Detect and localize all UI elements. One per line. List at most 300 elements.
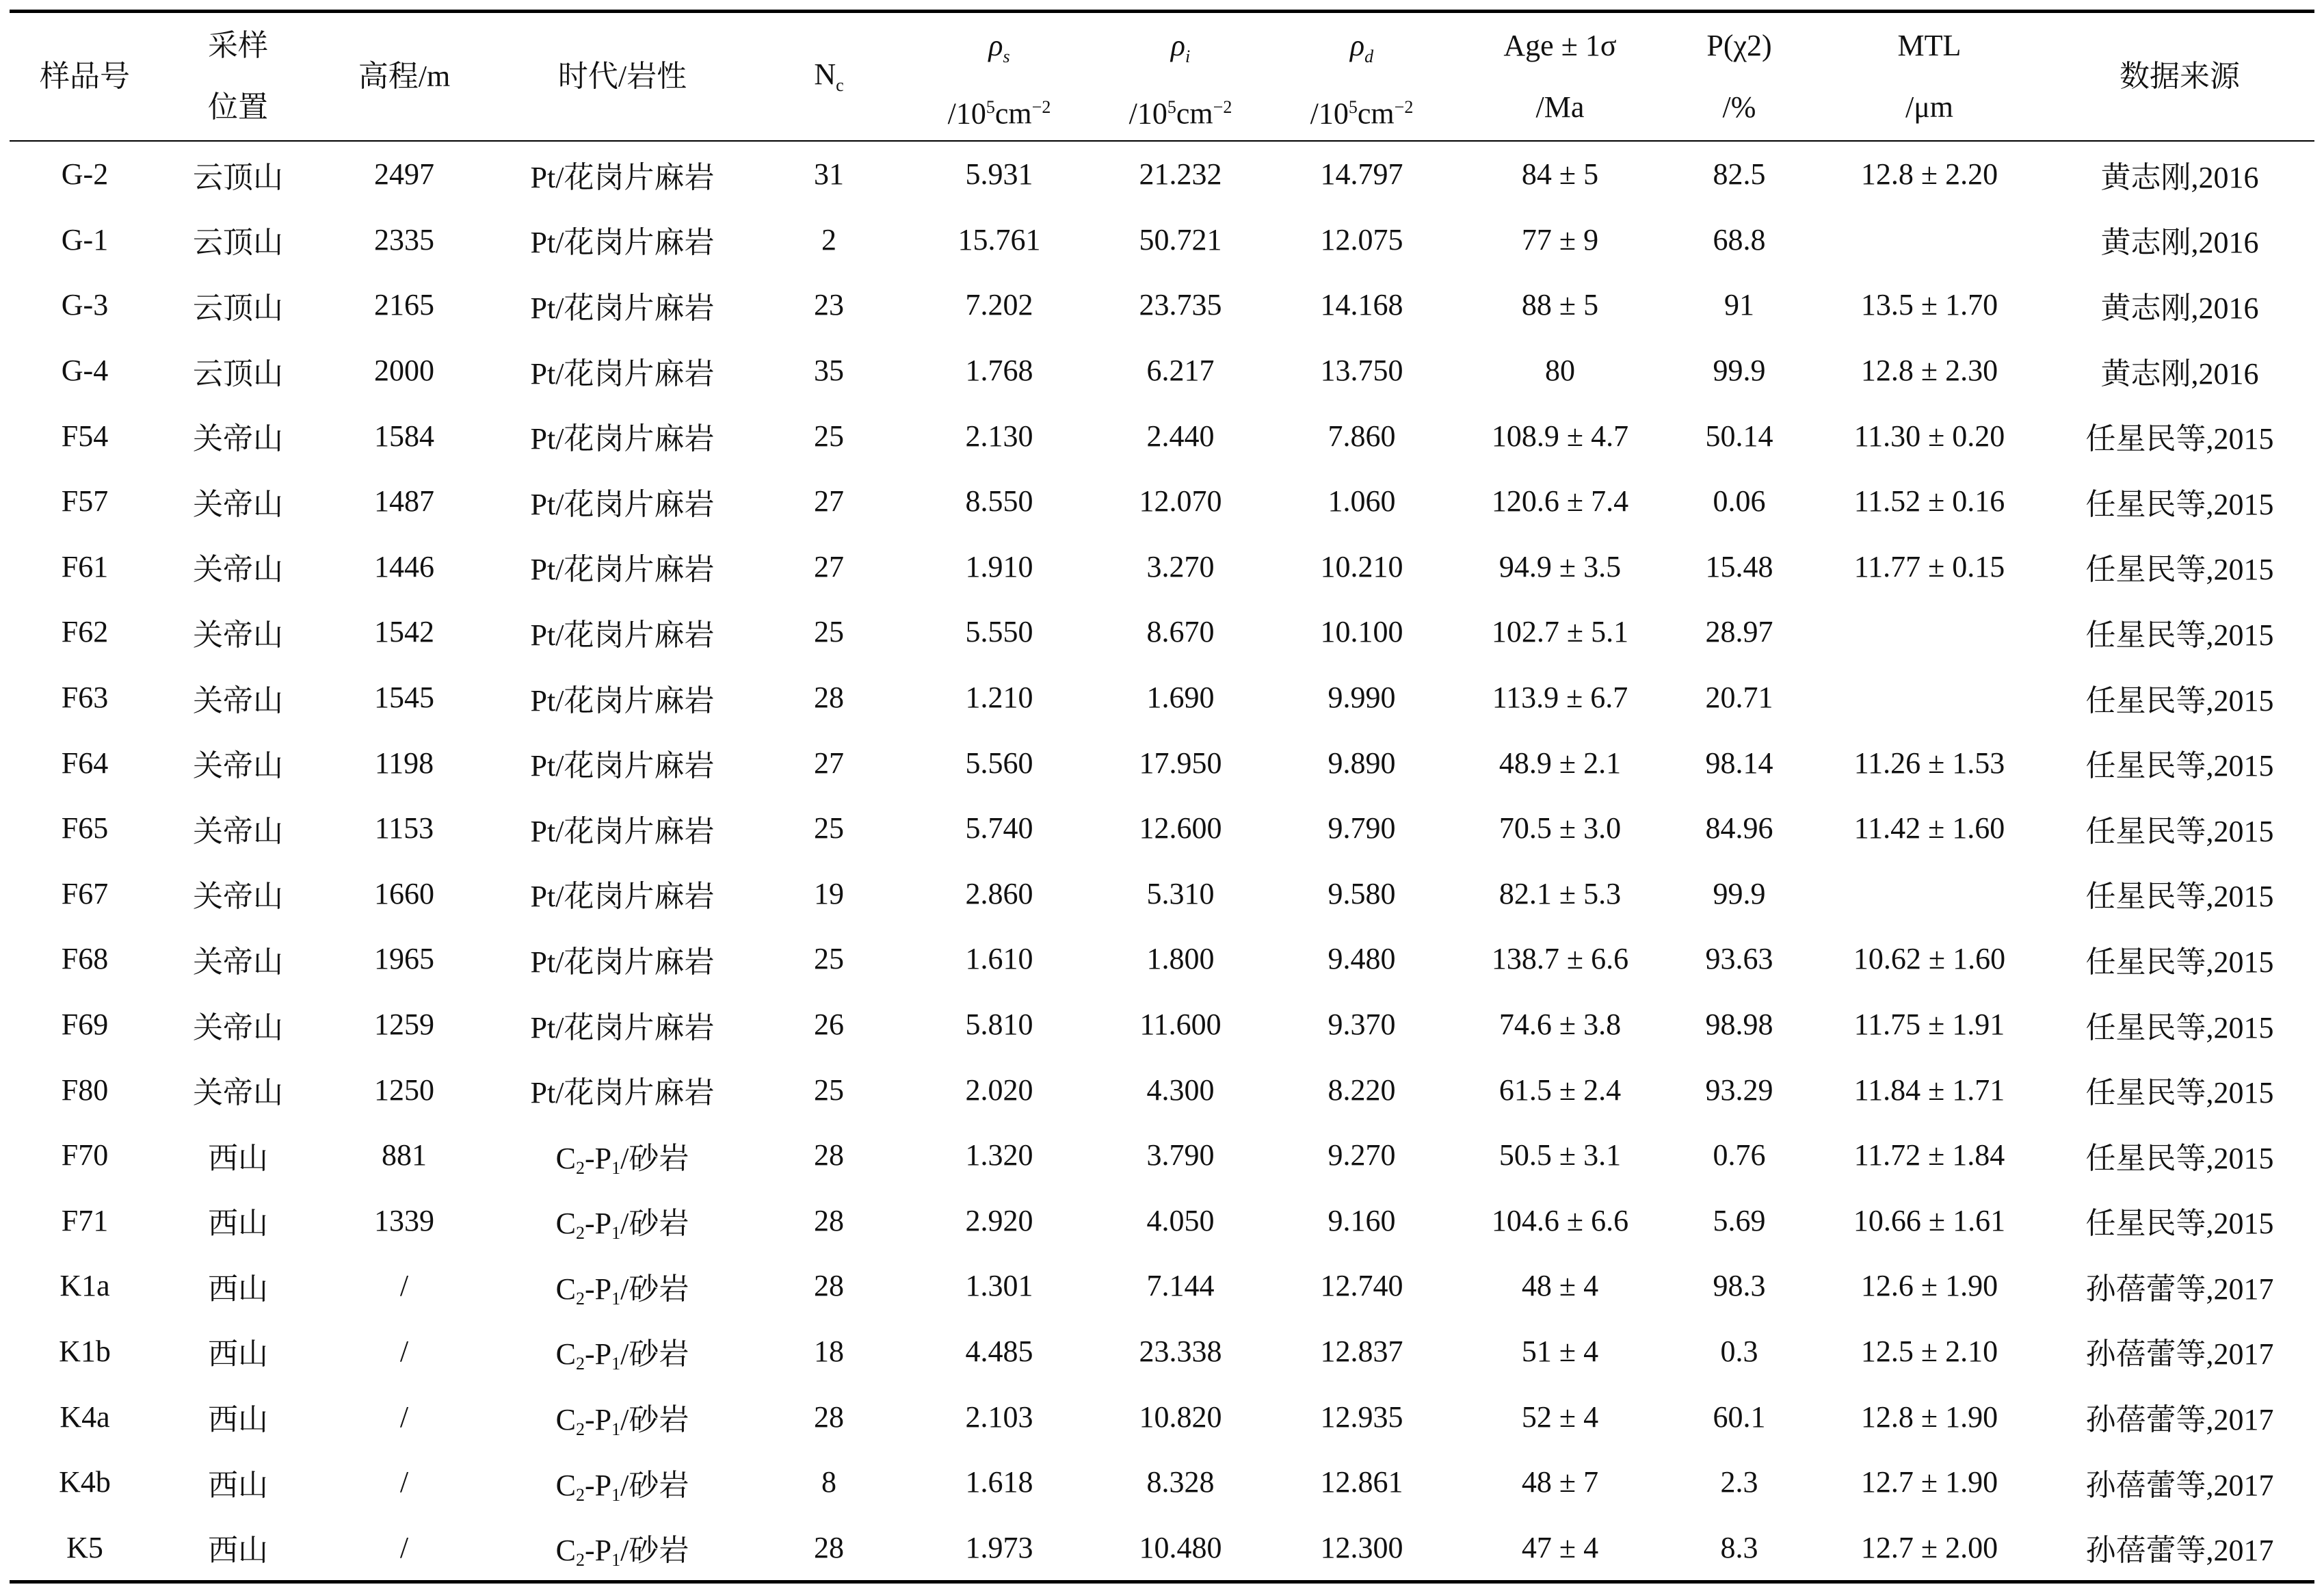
cell-rho-s (906, 730, 1093, 796)
cell-rho-s (906, 926, 1093, 992)
cell-pchi (1665, 1449, 1814, 1515)
rock-text: Pt/花岗片麻岩 (530, 880, 715, 914)
cell-nc (752, 207, 906, 273)
cell-pchi-text: 93.63 (1705, 942, 1773, 976)
cell-location-text: 西山 (208, 1534, 268, 1568)
cell-rho-s (906, 1514, 1093, 1580)
cell-source (2045, 926, 2314, 992)
header-rho-s: $\rho_s$ $/10^5cm^{-2}$ (947, 29, 1051, 131)
cell-location (160, 469, 316, 534)
cell-rho-i-text: 10.480 (1139, 1530, 1222, 1564)
header-rho-d: $\rho_d$ $/10^5cm^{-2}$ (1310, 29, 1414, 131)
cell-location-text: 关帝山 (193, 422, 283, 456)
cell-age-text: 108.9 ± 4.7 (1491, 419, 1629, 453)
cell-rho-s-text: 2.860 (965, 876, 1033, 910)
cell-elevation-text: 2335 (374, 222, 434, 257)
cell-elevation-text: / (399, 1465, 409, 1499)
cell-nc (752, 796, 906, 861)
cell-nc (752, 1514, 906, 1580)
rock-subscript: 1 (611, 1157, 621, 1178)
cell-rho-s-text: 4.485 (965, 1334, 1033, 1368)
cell-rho-s (906, 665, 1093, 731)
rock-text: Pt/花岗片麻岩 (530, 618, 715, 652)
cell-pchi (1665, 1514, 1814, 1580)
rock-subscript: 2 (576, 1157, 585, 1178)
cell-rho-i-text: 5.310 (1146, 876, 1215, 910)
cell-rho-i-text: 2.440 (1146, 419, 1215, 453)
cell-nc-text: 25 (814, 419, 844, 453)
cell-rho-d-text: 12.740 (1320, 1269, 1403, 1303)
cell-mtl (1814, 1057, 2045, 1122)
cell-location-text: 西山 (208, 1337, 268, 1371)
header-sample: 样品号 (40, 60, 130, 93)
cell-pchi (1665, 1253, 1814, 1319)
cell-nc (752, 599, 906, 665)
cell-mtl-text: 10.62 ± 1.60 (1853, 942, 2006, 976)
cell-sample-text: F65 (61, 811, 109, 845)
cell-mtl (1814, 861, 2045, 927)
cell-age-text: 88 ± 5 (1521, 288, 1599, 322)
cell-elevation (316, 207, 492, 273)
cell-elevation-text: 1198 (374, 746, 434, 780)
cell-elevation-text: 1487 (374, 484, 434, 518)
cell-sample (10, 861, 160, 927)
cell-source-text: 任星民等,2015 (2085, 749, 2274, 783)
cell-elevation (316, 599, 492, 665)
cell-nc (752, 403, 906, 469)
rock-text: /砂岩 (620, 1141, 689, 1175)
cell-age-text: 47 ± 4 (1521, 1530, 1599, 1564)
cell-rho-d (1268, 926, 1455, 992)
cell-rho-d-text: 12.837 (1320, 1334, 1403, 1368)
cell-age-text: 102.7 ± 5.1 (1491, 615, 1629, 649)
cell-source (2045, 796, 2314, 861)
cell-rho-s (906, 207, 1093, 273)
cell-rho-s-text: 1.768 (965, 354, 1033, 388)
cell-nc-text: 27 (814, 746, 844, 780)
cell-pchi-text: 50.14 (1705, 419, 1773, 453)
cell-rho-s-text: 8.550 (965, 484, 1033, 518)
cell-sample (10, 1253, 160, 1319)
cell-location (160, 796, 316, 861)
cell-pchi (1665, 926, 1814, 992)
cell-source-text: 任星民等,2015 (2085, 618, 2274, 652)
cell-age-rock (492, 1514, 752, 1580)
cell-pchi (1665, 1122, 1814, 1188)
rock-text: Pt/花岗片麻岩 (530, 291, 715, 325)
rock-text: Pt/花岗片麻岩 (530, 1076, 715, 1110)
cell-sample-text: F57 (61, 484, 109, 518)
cell-mtl-text: 11.84 ± 1.71 (1853, 1073, 2005, 1107)
cell-location-text: 关帝山 (193, 683, 283, 718)
cell-source (2045, 1122, 2314, 1188)
cell-mtl (1814, 142, 2045, 207)
cell-rho-i (1093, 665, 1268, 731)
cell-rho-d (1268, 992, 1455, 1058)
rock-text: -P (585, 1468, 612, 1502)
rock-text: C (555, 1272, 576, 1306)
table-row (10, 599, 2314, 665)
cell-pchi (1665, 403, 1814, 469)
rock-text: C (555, 1141, 576, 1175)
cell-rho-s-text: 2.103 (965, 1400, 1033, 1434)
cell-mtl (1814, 926, 2045, 992)
cell-pchi-text: 2.3 (1720, 1465, 1758, 1499)
cell-nc-text: 26 (814, 1008, 844, 1042)
cell-pchi (1665, 1188, 1814, 1254)
cell-rho-d (1268, 338, 1455, 404)
rock-text: /砂岩 (620, 1534, 689, 1568)
cell-rho-i (1093, 534, 1268, 600)
cell-location (160, 207, 316, 273)
rock-subscript: 2 (576, 1288, 585, 1309)
cell-rho-i (1093, 1384, 1268, 1449)
table-row (10, 1384, 2314, 1449)
cell-mtl-text: 12.6 ± 1.90 (1860, 1269, 1998, 1303)
table-row (10, 1449, 2314, 1515)
cell-mtl (1814, 469, 2045, 534)
cell-location-text: 云顶山 (193, 160, 283, 194)
cell-sample (10, 1449, 160, 1515)
cell-source (2045, 338, 2314, 404)
cell-rho-s (906, 469, 1093, 534)
cell-sample (10, 1188, 160, 1254)
cell-rho-d (1268, 730, 1455, 796)
cell-nc-text: 8 (821, 1465, 836, 1499)
rock-subscript: 2 (576, 1419, 585, 1440)
cell-mtl-text: 12.7 ± 2.00 (1860, 1530, 1998, 1564)
cell-pchi (1665, 1384, 1814, 1449)
header-location: 采样 位置 (208, 29, 268, 124)
cell-age-text: 77 ± 9 (1521, 222, 1599, 257)
table-row (10, 861, 2314, 927)
cell-sample-text: K5 (66, 1530, 103, 1564)
cell-location (160, 272, 316, 338)
cell-source-text: 黄志刚,2016 (2100, 356, 2259, 391)
cell-rho-d (1268, 1514, 1455, 1580)
cell-age (1455, 207, 1665, 273)
rock-text: -P (585, 1403, 612, 1437)
cell-sample-text: F68 (61, 942, 109, 976)
table-row (10, 1057, 2314, 1122)
cell-rho-d (1268, 861, 1455, 927)
cell-age-rock (492, 1319, 752, 1384)
cell-source-text: 任星民等,2015 (2085, 1010, 2274, 1045)
cell-rho-s (906, 1384, 1093, 1449)
cell-rho-i-text: 1.690 (1146, 681, 1215, 715)
table-row (10, 992, 2314, 1058)
cell-age (1455, 1057, 1665, 1122)
table-row (10, 469, 2314, 534)
table-row (10, 403, 2314, 469)
cell-rho-i-text: 8.328 (1146, 1465, 1215, 1499)
cell-elevation-text: 1545 (374, 681, 434, 715)
cell-source (2045, 992, 2314, 1058)
cell-elevation (316, 338, 492, 404)
cell-source (2045, 1057, 2314, 1122)
cell-age (1455, 272, 1665, 338)
cell-mtl-text: 10.66 ± 1.61 (1853, 1203, 2006, 1237)
cell-source-text: 任星民等,2015 (2085, 1207, 2274, 1241)
cell-nc-text: 27 (814, 484, 844, 518)
cell-age-rock (492, 207, 752, 273)
cell-mtl (1814, 796, 2045, 861)
rock-text: /砂岩 (620, 1207, 689, 1241)
rock-text: C (555, 1534, 576, 1568)
rock-text: Pt/花岗片麻岩 (530, 356, 715, 391)
cell-source (2045, 1514, 2314, 1580)
cell-mtl-text: 12.5 ± 2.10 (1860, 1334, 1998, 1368)
cell-pchi-text: 5.69 (1713, 1203, 1766, 1237)
cell-elevation (316, 1253, 492, 1319)
cell-rho-i (1093, 1057, 1268, 1122)
cell-source (2045, 730, 2314, 796)
header-age: Age ± 1σ /Ma (1503, 29, 1617, 124)
cell-age-text: 113.9 ± 6.7 (1492, 681, 1628, 715)
cell-rho-d-text: 9.270 (1328, 1138, 1396, 1172)
cell-age-text: 94.9 ± 3.5 (1498, 549, 1622, 583)
cell-elevation (316, 1514, 492, 1580)
cell-rho-i (1093, 1253, 1268, 1319)
cell-rho-i-text: 21.232 (1139, 157, 1222, 192)
cell-location-text: 西山 (208, 1272, 268, 1306)
header-mtl: MTL /μm (1897, 29, 1962, 124)
cell-rho-i-text: 6.217 (1146, 354, 1215, 388)
cell-source-text: 任星民等,2015 (2085, 487, 2274, 521)
table-row (10, 796, 2314, 861)
cell-rho-s-text: 2.920 (965, 1203, 1033, 1237)
cell-sample (10, 599, 160, 665)
cell-nc (752, 1253, 906, 1319)
cell-rho-s-text: 2.130 (965, 419, 1033, 453)
rock-text: -P (585, 1207, 612, 1241)
cell-location (160, 1188, 316, 1254)
cell-age (1455, 796, 1665, 861)
cell-rho-d-text: 9.480 (1328, 942, 1396, 976)
cell-sample (10, 1057, 160, 1122)
cell-rho-d-text: 14.168 (1320, 288, 1403, 322)
cell-sample (10, 796, 160, 861)
cell-mtl-text: 11.75 ± 1.91 (1853, 1008, 2005, 1042)
cell-rho-i-text: 10.820 (1139, 1400, 1222, 1434)
cell-nc-text: 25 (814, 1073, 844, 1107)
cell-rho-s (906, 992, 1093, 1058)
cell-rho-s-text: 7.202 (965, 288, 1033, 322)
header-pchi: P(χ2) /% (1706, 29, 1772, 124)
cell-rho-d-text: 10.210 (1320, 549, 1403, 583)
cell-rho-d (1268, 1449, 1455, 1515)
cell-sample (10, 1122, 160, 1188)
cell-rho-d-text: 12.300 (1320, 1530, 1403, 1564)
table-row (10, 207, 2314, 273)
cell-nc-text: 18 (814, 1334, 844, 1368)
cell-pchi-text: 98.14 (1705, 746, 1773, 780)
cell-pchi-text: 0.06 (1713, 484, 1766, 518)
cell-nc (752, 142, 906, 207)
cell-mtl (1814, 730, 2045, 796)
cell-age (1455, 1319, 1665, 1384)
cell-rho-i (1093, 992, 1268, 1058)
cell-nc (752, 338, 906, 404)
cell-age-rock (492, 1122, 752, 1188)
cell-elevation-text: / (399, 1400, 409, 1434)
cell-pchi (1665, 730, 1814, 796)
cell-elevation (316, 861, 492, 927)
cell-mtl (1814, 1253, 2045, 1319)
cell-mtl (1814, 1449, 2045, 1515)
cell-mtl (1814, 599, 2045, 665)
cell-pchi (1665, 599, 1814, 665)
cell-age (1455, 1188, 1665, 1254)
cell-age-rock (492, 861, 752, 927)
cell-nc-text: 23 (814, 288, 844, 322)
cell-age-rock (492, 665, 752, 731)
cell-location-text: 西山 (208, 1207, 268, 1241)
cell-age (1455, 1514, 1665, 1580)
cell-pchi (1665, 861, 1814, 927)
cell-elevation-text: 2165 (374, 288, 434, 322)
cell-age-text: 52 ± 4 (1521, 1400, 1599, 1434)
cell-elevation-text: 1339 (374, 1203, 434, 1237)
cell-rho-s-text: 1.320 (965, 1138, 1033, 1172)
header-source: 数据来源 (2120, 60, 2240, 93)
cell-mtl (1814, 665, 2045, 731)
cell-nc-text: 2 (821, 222, 836, 257)
rock-text: Pt/花岗片麻岩 (530, 553, 715, 587)
cell-elevation (316, 142, 492, 207)
cell-age-rock (492, 1057, 752, 1122)
table-row (10, 665, 2314, 731)
cell-mtl-text: 12.8 ± 2.30 (1860, 354, 1998, 388)
cell-location-text: 西山 (208, 1403, 268, 1437)
cell-nc (752, 1384, 906, 1449)
cell-pchi (1665, 469, 1814, 534)
rock-text: /砂岩 (620, 1272, 689, 1306)
cell-age-text: 82.1 ± 5.3 (1498, 876, 1622, 910)
cell-rho-i-text: 3.270 (1146, 549, 1215, 583)
cell-nc-text: 28 (814, 1203, 844, 1237)
cell-age-text: 104.6 ± 6.6 (1491, 1203, 1629, 1237)
cell-rho-d-text: 12.861 (1320, 1465, 1403, 1499)
cell-source (2045, 599, 2314, 665)
cell-elevation (316, 992, 492, 1058)
cell-rho-s-text: 2.020 (965, 1073, 1033, 1107)
rock-subscript: 1 (611, 1288, 621, 1309)
cell-pchi (1665, 142, 1814, 207)
cell-age-rock (492, 338, 752, 404)
cell-nc (752, 534, 906, 600)
cell-age (1455, 1122, 1665, 1188)
cell-location (160, 142, 316, 207)
cell-location (160, 1384, 316, 1449)
cell-age (1455, 1253, 1665, 1319)
cell-location (160, 992, 316, 1058)
cell-elevation (316, 403, 492, 469)
cell-rho-s-text: 5.560 (965, 746, 1033, 780)
cell-elevation (316, 1057, 492, 1122)
cell-nc (752, 730, 906, 796)
cell-rho-i-text: 8.670 (1146, 615, 1215, 649)
rock-text: Pt/花岗片麻岩 (530, 814, 715, 848)
cell-source (2045, 1384, 2314, 1449)
cell-nc (752, 1319, 906, 1384)
cell-age (1455, 534, 1665, 600)
cell-pchi-text: 99.9 (1713, 876, 1766, 910)
header-age-rock: 时代/岩性 (557, 60, 687, 93)
cell-rho-s (906, 1057, 1093, 1122)
cell-rho-s (906, 142, 1093, 207)
rock-text: Pt/花岗片麻岩 (530, 487, 715, 521)
cell-age-text: 48.9 ± 2.1 (1498, 746, 1622, 780)
cell-rho-s (906, 534, 1093, 600)
cell-age-text: 48 ± 4 (1521, 1269, 1599, 1303)
rock-subscript: 1 (611, 1550, 621, 1571)
cell-source-text: 任星民等,2015 (2085, 814, 2274, 848)
cell-rho-s-text: 5.550 (965, 615, 1033, 649)
cell-rho-s (906, 796, 1093, 861)
cell-source-text: 任星民等,2015 (2085, 880, 2274, 914)
cell-nc (752, 861, 906, 927)
cell-pchi-text: 8.3 (1720, 1530, 1758, 1564)
cell-nc-text: 25 (814, 942, 844, 976)
cell-mtl-text: 11.72 ± 1.84 (1853, 1138, 2005, 1172)
cell-mtl (1814, 207, 2045, 273)
cell-pchi-text: 68.8 (1713, 222, 1766, 257)
cell-pchi (1665, 207, 1814, 273)
cell-rho-d (1268, 599, 1455, 665)
cell-source-text: 黄志刚,2016 (2100, 160, 2259, 194)
cell-location (160, 1122, 316, 1188)
cell-sample-text: F62 (61, 615, 109, 649)
cell-elevation-text: 2000 (374, 354, 434, 388)
cell-elevation (316, 1384, 492, 1449)
cell-pchi (1665, 534, 1814, 600)
cell-mtl (1814, 1384, 2045, 1449)
cell-age (1455, 665, 1665, 731)
cell-elevation-text: 1250 (374, 1073, 434, 1107)
rock-text: C (555, 1337, 576, 1371)
header-rho-i: $\rho_i$ $/10^5cm^{-2}$ (1128, 29, 1232, 131)
cell-rho-d-text: 12.075 (1320, 222, 1403, 257)
cell-rho-i-text: 7.144 (1146, 1269, 1215, 1303)
cell-age-text: 61.5 ± 2.4 (1498, 1073, 1622, 1107)
cell-age-text: 48 ± 7 (1521, 1465, 1599, 1499)
cell-mtl (1814, 1122, 2045, 1188)
cell-elevation (316, 796, 492, 861)
cell-rho-d (1268, 1188, 1455, 1254)
header-elevation: 高程/m (358, 60, 451, 93)
cell-rho-s (906, 1253, 1093, 1319)
cell-age-text: 74.6 ± 3.8 (1498, 1008, 1622, 1042)
cell-mtl (1814, 1319, 2045, 1384)
cell-source-text: 孙蓓蕾等,2017 (2085, 1534, 2274, 1568)
cell-pchi (1665, 796, 1814, 861)
rock-text: -P (585, 1337, 612, 1371)
cell-rho-s (906, 1122, 1093, 1188)
cell-age-rock (492, 534, 752, 600)
cell-rho-d-text: 9.790 (1328, 811, 1396, 845)
cell-mtl (1814, 992, 2045, 1058)
rock-subscript: 1 (611, 1484, 621, 1505)
cell-nc (752, 992, 906, 1058)
cell-nc-text: 25 (814, 811, 844, 845)
rock-text: Pt/花岗片麻岩 (530, 226, 715, 260)
cell-rho-s-text: 1.910 (965, 549, 1033, 583)
table-row (10, 1319, 2314, 1384)
table-row (10, 272, 2314, 338)
cell-elevation (316, 730, 492, 796)
cell-elevation-text: 1660 (374, 876, 434, 910)
